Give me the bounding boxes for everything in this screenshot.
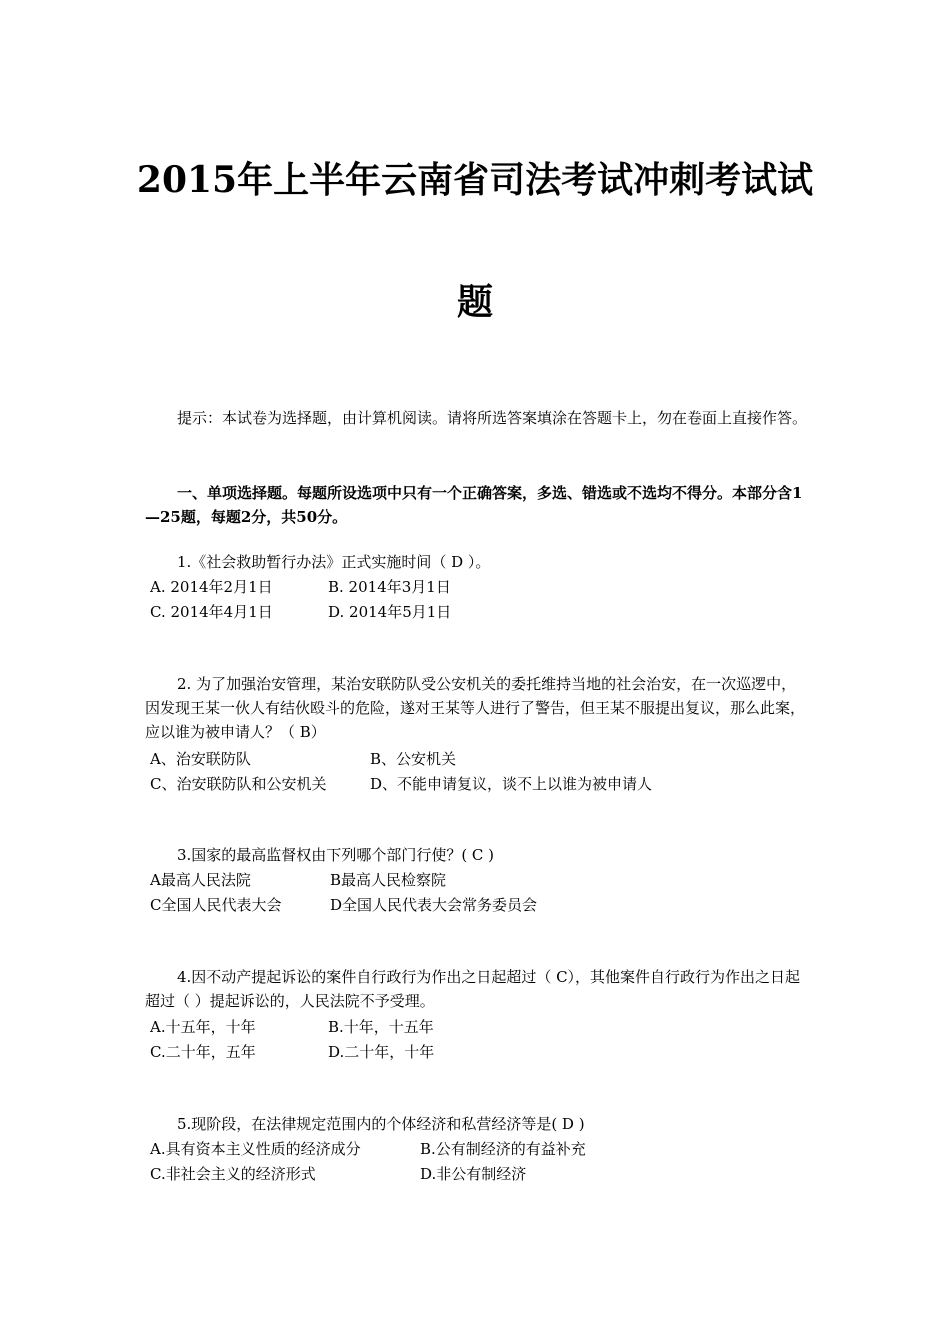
question-1-option-b: B. 2014年3月1日 bbox=[328, 578, 451, 596]
question-1-stem: 1.《社会救助暂行办法》正式实施时间（ D ）。 bbox=[177, 553, 491, 571]
section-heading: 一、单项选择题。每题所设选项中只有一个正确答案，多选、错选或不选均不得分。本部分含1—25题，每题2分，共50分。 bbox=[145, 484, 803, 526]
question-1-option-c: C. 2014年4月1日 bbox=[150, 603, 273, 621]
exam-hint: 提示：本试卷为选择题，由计算机阅读。请将所选答案填涂在答题卡上，勿在卷面上直接作答。 bbox=[177, 409, 808, 427]
question-2-option-c: C、治安联防队和公安机关 bbox=[150, 775, 327, 793]
question-5-option-d: D.非公有制经济 bbox=[420, 1165, 527, 1183]
question-5-stem: 5.现阶段，在法律规定范围内的个体经济和私营经济等是( D ) bbox=[177, 1115, 585, 1133]
question-3-option-b: B最高人民检察院 bbox=[330, 871, 447, 889]
question-3-option-d: D全国人民代表大会常务委员会 bbox=[330, 896, 538, 914]
question-5-option-a: A.具有资本主义性质的经济成分 bbox=[150, 1140, 361, 1158]
question-3-option-a: A最高人民法院 bbox=[150, 871, 251, 889]
question-2-option-d: D、不能申请复议，谈不上以谁为被申请人 bbox=[370, 775, 653, 793]
question-2-option-b: B、公安机关 bbox=[370, 750, 457, 768]
document-title-line-1: 2015年上半年云南省司法考试冲刺考试试 bbox=[136, 159, 814, 201]
question-3-option-c: C全国人民代表大会 bbox=[150, 896, 282, 914]
question-2-option-a: A、治安联防队 bbox=[150, 750, 251, 768]
question-4-stem: 4.因不动产提起诉讼的案件自行政行为作出之日起超过（ C），其他案件自行政行为作出之日起超过（ ）提起诉讼的，人民法院不予受理。 bbox=[145, 968, 801, 1010]
question-4-option-b: B.十年，十五年 bbox=[328, 1018, 434, 1036]
question-4-option-d: D.二十年，十年 bbox=[328, 1043, 435, 1061]
document-title-line-2: 题 bbox=[456, 281, 493, 323]
question-4-option-a: A.十五年，十年 bbox=[150, 1018, 256, 1036]
question-5-option-c: C.非社会主义的经济形式 bbox=[150, 1165, 316, 1183]
question-2-stem: 2. 为了加强治安管理，某治安联防队受公安机关的委托维持当地的社会治安，在一次巡逻中，因发现王某一伙人有结伙殴斗的危险，遂对王某等人进行了警告，但王某不服提出复议，那么此案，应以谁为被申请人？（ B） bbox=[145, 675, 806, 741]
question-3-stem: 3.国家的最高监督权由下列哪个部门行使？( C ) bbox=[177, 846, 495, 864]
question-5-option-b: B.公有制经济的有益补充 bbox=[420, 1140, 586, 1158]
question-4-option-c: C.二十年，五年 bbox=[150, 1043, 256, 1061]
question-1-option-d: D. 2014年5月1日 bbox=[328, 603, 452, 621]
question-1-option-a: A. 2014年2月1日 bbox=[150, 578, 273, 596]
